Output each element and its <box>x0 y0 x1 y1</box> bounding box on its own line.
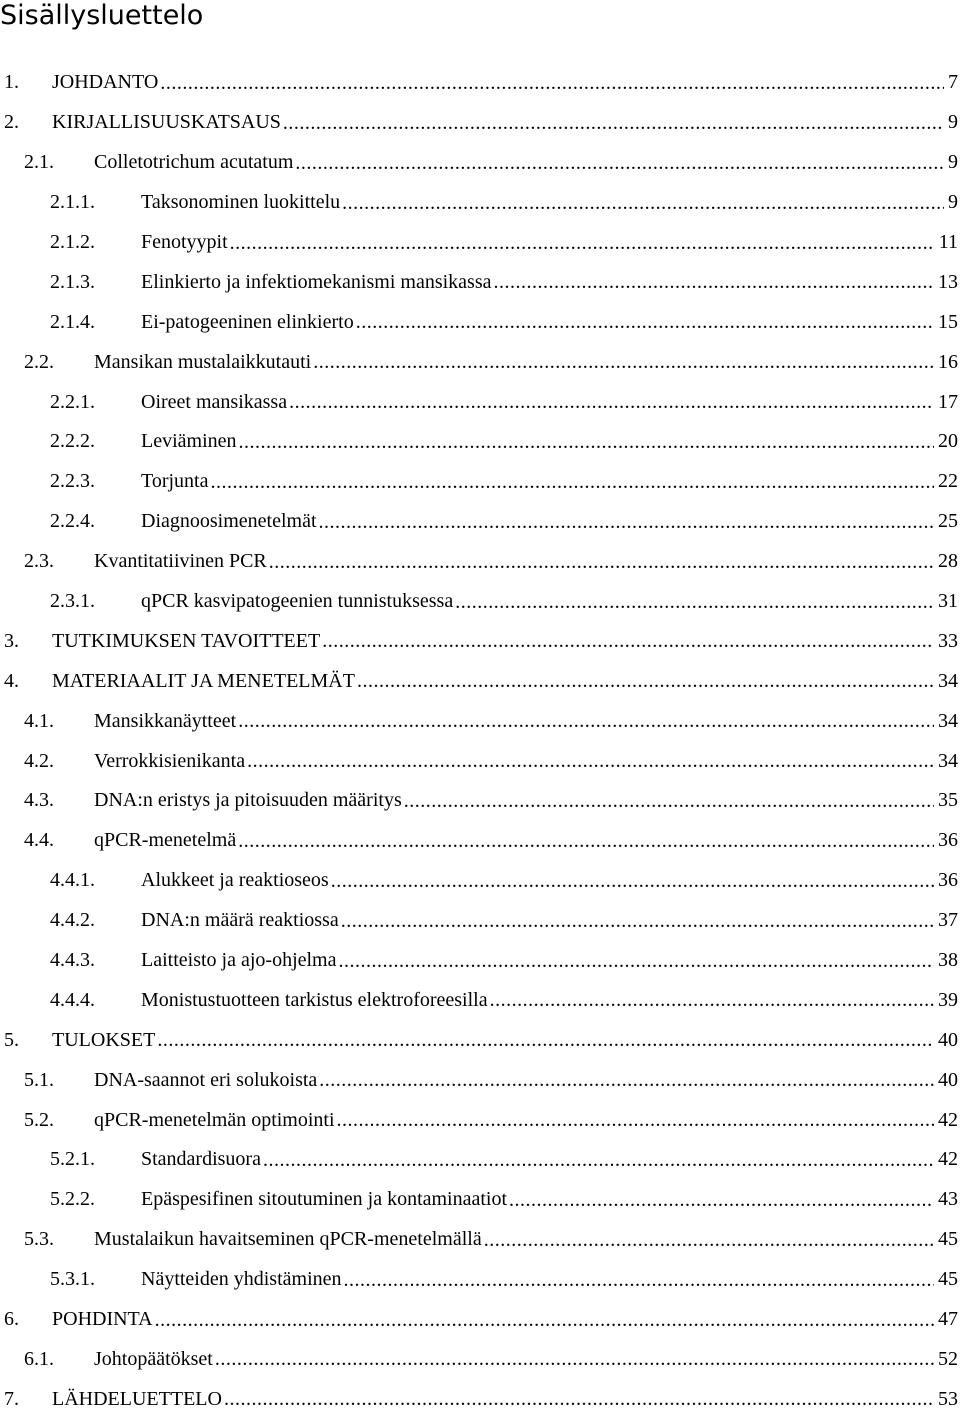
toc-entry-label: LÄHDELUETTELO <box>52 1387 222 1410</box>
toc-entry[interactable] <box>0 462 960 502</box>
toc-entry-line <box>94 1100 960 1140</box>
toc-entry-page-number: 25 <box>938 510 958 533</box>
toc-entry-line <box>94 701 960 741</box>
toc-entry-number: 6.1. <box>24 1347 54 1370</box>
toc-entry-number: 4.4.1. <box>50 869 95 892</box>
toc-entry-line <box>141 1180 960 1220</box>
dot-leader <box>238 709 934 733</box>
toc-entry-label: Mustalaikun havaitseminen qPCR-menetelmällä <box>94 1228 482 1251</box>
toc-entry[interactable] <box>0 901 960 941</box>
toc-entry-page-number: 40 <box>938 1068 958 1091</box>
toc-entry-label: Verrokkisienikanta <box>94 749 246 772</box>
toc-entry-number: 2.3. <box>24 550 54 573</box>
toc-entry-number: 5.3.1. <box>50 1268 95 1291</box>
toc-entry-line <box>94 342 960 382</box>
toc-entry[interactable] <box>0 262 960 302</box>
toc-entry-page-number: 36 <box>938 829 958 852</box>
dot-leader <box>356 310 934 334</box>
toc-entry-line <box>141 861 960 901</box>
toc-entry-number: 5. <box>4 1028 19 1051</box>
toc-entry-label: qPCR-menetelmän optimointi <box>94 1108 335 1131</box>
toc-entry-label: Monistustuotteen tarkistus elektroforeesilla <box>141 988 488 1011</box>
toc-entry-page-number: 47 <box>938 1308 958 1331</box>
toc-entry-number: 4.3. <box>24 789 54 812</box>
toc-entry-line <box>94 741 960 781</box>
toc-entry[interactable] <box>0 701 960 741</box>
toc-entry-label: KIRJALLISUUSKATSAUS <box>52 111 281 134</box>
toc-entry-label: Mansikkanäytteet <box>94 709 237 732</box>
toc-entry-page-number: 34 <box>938 749 958 772</box>
toc-entry-line <box>141 901 960 941</box>
toc-entry-page-number: 17 <box>938 390 958 413</box>
toc-entry[interactable] <box>0 223 960 263</box>
dot-leader <box>493 270 934 294</box>
dot-leader <box>247 749 934 773</box>
toc-entry-page-number: 7 <box>948 71 958 94</box>
toc-entry-line <box>94 1060 960 1100</box>
toc-entry-number: 4. <box>4 669 19 692</box>
toc-entry-line <box>141 422 960 462</box>
toc-entry[interactable] <box>0 582 960 622</box>
dot-leader <box>509 1188 934 1212</box>
toc-entry-label: Oireet mansikassa <box>141 390 288 413</box>
toc-entry-line <box>52 621 960 661</box>
toc-entry-label: Torjunta <box>141 470 209 493</box>
toc-entry-number: 7. <box>4 1387 19 1410</box>
dot-leader <box>157 1028 934 1052</box>
toc-entry-number: 2.2.4. <box>50 510 95 533</box>
dot-leader <box>269 550 934 574</box>
toc-entry-number: 2.2.3. <box>50 470 95 493</box>
toc-entry-line <box>52 1300 960 1340</box>
toc-entry[interactable] <box>0 1100 960 1140</box>
toc-entry[interactable] <box>0 1020 960 1060</box>
toc-entry[interactable] <box>0 143 960 183</box>
toc-entry[interactable] <box>0 1180 960 1220</box>
toc-entry-label: Mansikan mustalaikkutauti <box>94 350 312 373</box>
dot-leader <box>341 909 934 933</box>
toc-entry-line <box>141 302 960 342</box>
toc-entry[interactable] <box>0 781 960 821</box>
dot-leader <box>295 151 944 175</box>
toc-entry-line <box>141 980 960 1020</box>
toc-entry-label: POHDINTA <box>52 1308 153 1331</box>
toc-entry[interactable] <box>0 1140 960 1180</box>
toc-entry[interactable] <box>0 1300 960 1340</box>
toc-entry[interactable] <box>0 103 960 143</box>
toc-entry-page-number: 40 <box>938 1028 958 1051</box>
toc-entry-label: Näytteiden yhdistäminen <box>141 1268 342 1291</box>
toc-entry-number: 4.1. <box>24 709 54 732</box>
toc-entry-number: 6. <box>4 1308 19 1331</box>
toc-entry-page-number: 36 <box>938 869 958 892</box>
toc-entry-page-number: 43 <box>938 1188 958 1211</box>
toc-entry-line <box>141 183 960 223</box>
dot-leader <box>239 430 934 454</box>
toc-entry-page-number: 9 <box>948 191 958 214</box>
toc-entry-number: 2.1.1. <box>50 191 95 214</box>
dot-leader <box>238 829 934 853</box>
toc-entry-line <box>52 661 960 701</box>
toc-entry-line <box>141 223 960 263</box>
toc-entry-line <box>52 63 960 103</box>
toc-entry-number: 2.2. <box>24 350 54 373</box>
toc-entry-page-number: 39 <box>938 988 958 1011</box>
toc-entry-label: MATERIAALIT JA MENETELMÄT <box>52 669 355 692</box>
toc-entry-number: 2.1.3. <box>50 270 95 293</box>
toc-entry[interactable] <box>0 302 960 342</box>
toc-entry-label: Fenotyypit <box>141 231 228 253</box>
toc-entry-page-number: 53 <box>938 1387 958 1410</box>
toc-entry-page-number: 33 <box>938 629 958 652</box>
toc-entry-line <box>52 1020 960 1060</box>
toc-entry-page-number: 45 <box>938 1228 958 1251</box>
dot-leader <box>357 669 934 693</box>
dot-leader <box>339 949 935 973</box>
toc-entry[interactable] <box>0 1340 960 1380</box>
toc-entry-page-number: 38 <box>938 949 958 972</box>
dot-leader <box>342 191 944 215</box>
dot-leader <box>331 869 934 893</box>
toc-entry-page-number: 35 <box>938 789 958 812</box>
dot-leader <box>337 1108 934 1132</box>
toc-entry-line <box>141 582 960 622</box>
toc-entry-page-number: 11 <box>938 231 958 253</box>
toc-entry-page-number: 13 <box>938 270 958 293</box>
dot-leader <box>210 470 934 494</box>
toc-entry[interactable] <box>0 422 960 462</box>
toc-entry-line <box>94 781 960 821</box>
toc-entry-number: 2.2.2. <box>50 430 95 453</box>
toc-entry-label: qPCR-menetelmä <box>94 829 237 852</box>
toc-entry[interactable] <box>0 1060 960 1100</box>
toc-entry-number: 5.3. <box>24 1228 54 1251</box>
dot-leader <box>155 1308 934 1332</box>
dot-leader <box>313 350 934 374</box>
toc-entry-label: Elinkierto ja infektiomekanismi mansikassa <box>141 270 492 293</box>
toc-entry-line <box>141 462 960 502</box>
dot-leader <box>215 1347 934 1371</box>
toc-entry[interactable] <box>0 63 960 103</box>
toc-entry-page-number: 52 <box>938 1347 958 1370</box>
dot-leader <box>283 111 944 135</box>
toc-entry-number: 4.4.4. <box>50 988 95 1011</box>
dot-leader <box>404 789 934 813</box>
toc-entry-page-number: 16 <box>938 350 958 373</box>
toc-entry[interactable] <box>0 980 960 1020</box>
toc-entry-line <box>141 941 960 981</box>
toc-entry-page-number: 45 <box>938 1268 958 1291</box>
toc-entry-line <box>141 502 960 542</box>
toc-entry-label: Taksonominen luokittelu <box>141 191 341 214</box>
toc-entry-line <box>94 542 960 582</box>
toc-entry-label: Leviäminen <box>141 430 237 453</box>
toc-entry-number: 5.2. <box>24 1108 54 1131</box>
toc-entry-label: Kvantitatiivinen PCR <box>94 550 267 573</box>
toc-entry-label: Colletotrichum acutatum <box>94 151 294 174</box>
toc-entry[interactable] <box>0 1220 960 1260</box>
toc-entry-line <box>141 382 960 422</box>
toc-entry-page-number: 28 <box>938 550 958 573</box>
toc-entry-page-number: 31 <box>938 590 958 613</box>
toc-entry-line <box>141 1260 960 1300</box>
toc-entry-page-number: 9 <box>948 111 958 134</box>
toc-entry[interactable] <box>0 382 960 422</box>
dot-leader <box>484 1228 934 1252</box>
toc-entry-page-number: 42 <box>938 1148 958 1171</box>
toc-entry-label: Alukkeet ja reaktioseos <box>141 869 329 892</box>
toc-entry-line <box>141 262 960 302</box>
table-of-contents <box>0 63 960 1419</box>
toc-entry-number: 2.1.4. <box>50 310 95 333</box>
toc-entry-label: DNA:n määrä reaktiossa <box>141 909 339 932</box>
dot-leader <box>289 390 934 414</box>
dot-leader <box>160 71 944 95</box>
toc-entry-page-number: 20 <box>938 430 958 453</box>
toc-entry[interactable] <box>0 1379 960 1419</box>
toc-entry-number: 4.4.2. <box>50 909 95 932</box>
toc-entry[interactable] <box>0 502 960 542</box>
toc-entry-number: 1. <box>4 71 19 94</box>
toc-entry-number: 5.2.2. <box>50 1188 95 1211</box>
toc-entry-number: 4.4.3. <box>50 949 95 972</box>
toc-entry-page-number: 15 <box>938 310 958 333</box>
toc-entry-number: 2.2.1. <box>50 390 95 413</box>
toc-entry-line <box>141 1140 960 1180</box>
page-title: Sisällysluettelo <box>0 0 204 31</box>
toc-entry-line <box>94 143 960 183</box>
toc-entry[interactable] <box>0 861 960 901</box>
toc-entry-label: DNA-saannot eri solukoista <box>94 1068 318 1091</box>
toc-entry-page-number: 34 <box>938 669 958 692</box>
toc-entry-label: TUTKIMUKSEN TAVOITTEET <box>52 629 321 652</box>
toc-entry[interactable] <box>0 821 960 861</box>
dot-leader <box>230 231 935 255</box>
toc-entry[interactable] <box>0 342 960 382</box>
toc-entry-line <box>94 821 960 861</box>
toc-entry-label: Ei-patogeeninen elinkierto <box>141 310 354 333</box>
toc-entry-line <box>94 1220 960 1260</box>
toc-entry[interactable] <box>0 183 960 223</box>
toc-entry-number: 4.2. <box>24 749 54 772</box>
dot-leader <box>455 590 934 614</box>
toc-entry-number: 4.4. <box>24 829 54 852</box>
toc-entry-number: 5.2.1. <box>50 1148 95 1171</box>
dot-leader <box>344 1268 934 1292</box>
toc-entry-number: 5.1. <box>24 1068 54 1091</box>
toc-entry-label: Laitteisto ja ajo-ohjelma <box>141 949 337 972</box>
toc-entry-page-number: 9 <box>948 151 958 174</box>
toc-entry-number: 2.1. <box>24 151 54 174</box>
dot-leader <box>322 629 934 653</box>
dot-leader <box>263 1148 934 1172</box>
toc-entry-label: Epäspesifinen sitoutuminen ja kontaminaatiot <box>141 1188 508 1211</box>
toc-entry[interactable] <box>0 1260 960 1300</box>
toc-entry-label: qPCR kasvipatogeenien tunnistuksessa <box>141 590 454 613</box>
toc-entry-label: Johtopäätökset <box>94 1347 213 1370</box>
toc-entry[interactable] <box>0 621 960 661</box>
toc-entry-line <box>52 103 960 143</box>
toc-entry[interactable] <box>0 661 960 701</box>
toc-entry-line <box>52 1379 960 1419</box>
toc-entry-page-number: 42 <box>938 1108 958 1131</box>
toc-entry-label: Diagnoosimenetelmät <box>141 510 317 533</box>
toc-entry[interactable] <box>0 941 960 981</box>
toc-entry-label: TULOKSET <box>52 1028 156 1051</box>
toc-entry-number: 2.1.2. <box>50 231 95 253</box>
toc-entry-number: 3. <box>4 629 19 652</box>
toc-entry-label: JOHDANTO <box>52 71 159 94</box>
dot-leader <box>319 1068 934 1092</box>
toc-entry-label: DNA:n eristys ja pitoisuuden määritys <box>94 789 402 812</box>
dot-leader <box>319 510 934 534</box>
toc-entry-number: 2.3.1. <box>50 590 95 613</box>
toc-entry[interactable] <box>0 542 960 582</box>
toc-entry[interactable] <box>0 741 960 781</box>
toc-entry-page-number: 22 <box>938 470 958 493</box>
toc-entry-label: Standardisuora <box>141 1148 261 1171</box>
dot-leader <box>490 988 934 1012</box>
toc-entry-number: 2. <box>4 111 19 134</box>
toc-entry-page-number: 37 <box>938 909 958 932</box>
toc-entry-page-number: 34 <box>938 709 958 732</box>
dot-leader <box>224 1387 934 1411</box>
toc-entry-line <box>94 1340 960 1380</box>
